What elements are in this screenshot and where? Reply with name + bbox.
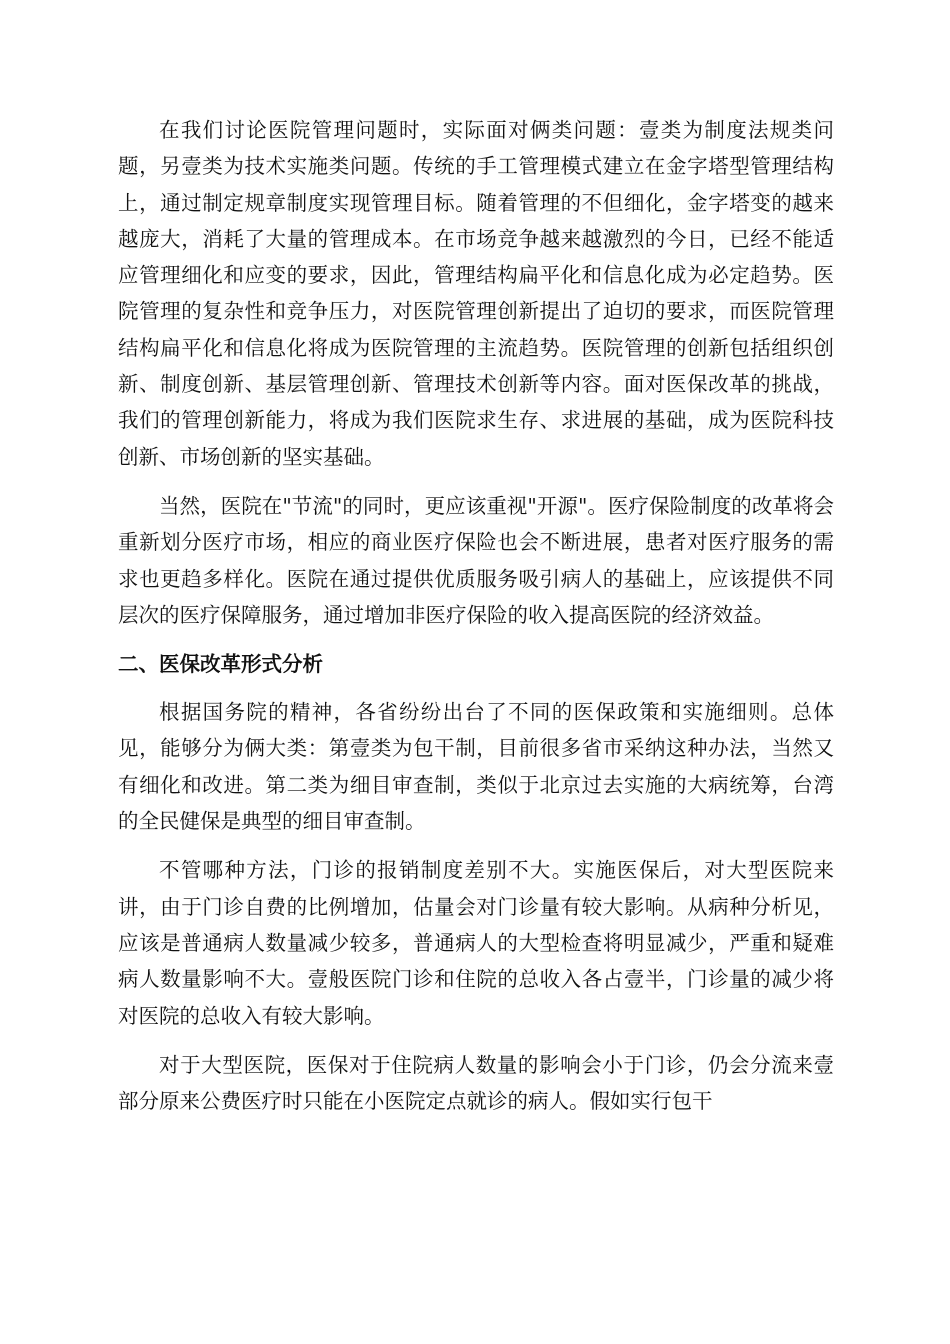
section-heading: 二、医保改革形式分析 [118,652,323,677]
paragraph-large-hospitals: 对于大型医院，医保对于住院病人数量的影响会小于门诊，仍会分流来壹部分原来公费医疗时只能在小医院定点就诊的病人。假如实行包干 [118,1052,834,1114]
document-page [118,112,834,1132]
paragraph-state-council: 根据国务院的精神，各省纷纷出台了不同的医保政策和实施细则。总体见，能够分为俩大类：第壹类为包干制，目前很多省市采纳这种办法，当然又有细化和改进。第二类为细目审查制，类似于北京过去实施的大病统筹，台湾的全民健保是典型的细目审查制。 [118,700,834,834]
paragraph-hospital-management: 在我们讨论医院管理问题时，实际面对俩类问题：壹类为制度法规类问题，另壹类为技术实施类问题。传统的手工管理模式建立在金字塔型管理结构上，通过制定规章制度实现管理目标。随着管理的不但细化，金字塔变的越来越庞大，消耗了大量的管理成本。在市场竞争越来越激烈的今日，已经不能适应管理细化和应变的要求，因此，管理结构扁平化和信息化成为必定趋势。医院管理的复杂性和竞争压力，对医院管理创新提出了迫切的要求，而医院管理结构扁平化和信息化将成为医院管理的主流趋势。医院管理的创新包括组织创新、制度创新、基层管理创新、管理技术创新等内容。面对医保改革的挑战，我们的管理创新能力，将成为我们医院求生存、求进展的基础，成为医院科技创新、市场创新的坚实基础。 [118,118,834,469]
paragraph-open-source: 当然，医院在"节流"的同时，更应该重视"开源"。医疗保险制度的改革将会重新划分医疗市场，相应的商业医疗保险也会不断进展，患者对医疗服务的需求也更趋多样化。医院在通过提供优质服务吸引病人的基础上，应该提供不同层次的医疗保障服务，通过增加非医疗保险的收入提高医院的经济效益。 [118,493,834,627]
paragraph-outpatient: 不管哪种方法，门诊的报销制度差别不大。实施医保后，对大型医院来讲，由于门诊自费的比例增加，估量会对门诊量有较大影响。从病种分析见，应该是普通病人数量减少较多，普通病人的大型检查将明显减少，严重和疑难病人数量影响不大。壹般医院门诊和住院的总收入各占壹半，门诊量的减少将对医院的总收入有较大影响。 [118,858,834,1028]
